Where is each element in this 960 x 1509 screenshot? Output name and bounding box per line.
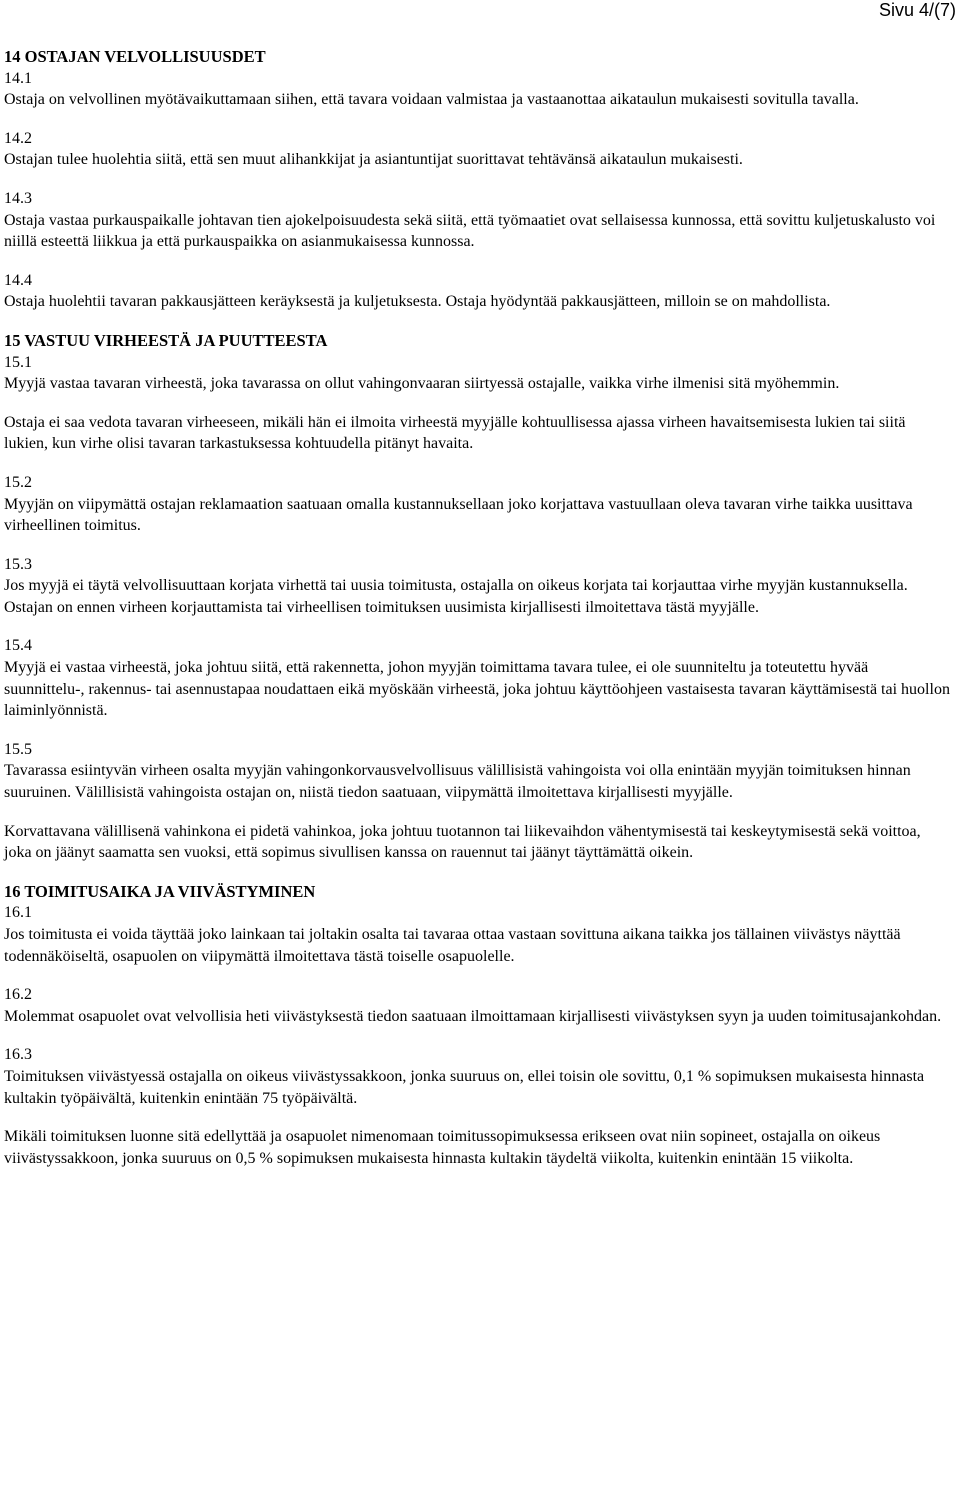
clause-number: 15.1 — [4, 353, 32, 371]
clause-text: Molemmat osapuolet ovat velvollisia heti viivästyksestä tiedon saatuaan ilmoittamaan kirjallisesti viivästyksen syyn ja uuden toimitusajankohdan. — [4, 1007, 942, 1025]
clause-15-3 — [4, 554, 952, 619]
clause-number: 15.2 — [4, 473, 32, 491]
clause-number: 15.4 — [4, 637, 32, 655]
clause-text: Jos myyjä ei täytä velvollisuuttaan korjata virhettä tai uusia toimitusta, ostajalla on oikeus korjata tai korjauttaa virhe myyjän kustannuksella. Ostajan on ennen virheen korjauttamista tai virheellisen toimituksen uusimista kirjallisesti ilmoitettava tästä myyjälle. — [4, 577, 908, 616]
page-number: Sivu 4/(7) — [878, 0, 956, 20]
clause-number: 15.3 — [4, 555, 32, 573]
clause-number: 16.2 — [4, 986, 32, 1004]
clause-16-1 — [4, 902, 952, 967]
section-15 — [4, 330, 952, 864]
clause-number: 14.3 — [4, 189, 32, 207]
clause-text: Ostaja ei saa vedota tavaran virheeseen, mikäli hän ei ilmoita virheestä myyjälle kohtuullisessa ajassa virheen havaitsemisesta lukien tai siitä lukien, kun virhe olisi tavaran tarkastuksessa kohtuudella pitänyt havaita. — [4, 413, 906, 453]
clause-text: Ostaja huolehtii tavaran pakkausjätteen keräyksestä ja kuljetuksesta. Ostaja hyödyntää pakkausjätteen, milloin se on mahdollista. — [4, 293, 831, 311]
clause-16-2 — [4, 984, 952, 1027]
clause-text: Ostajan tulee huolehtia siitä, että sen muut alihankkijat ja asiantuntijat suorittavat tehtävänsä aikataulun mukaisesti. — [4, 151, 743, 169]
clause-text: Myyjän on viipymättä ostajan reklamaation saatuaan omalla kustannuksellaan joko korjattava vastuullaan oleva tavaran virhe taikka uusittava virheellinen toimitus. — [4, 495, 913, 535]
clause-text: Mikäli toimituksen luonne sitä edellyttää ja osapuolet nimenomaan toimitussopimuksessa erikseen ovat niin sopineet, ostajalla on oikeus viivästyssakkoon, jonka suuruus on 0,5 % sopimuksen mukaisesta hinnasta kultakin täydeltä viikolta, kuitenkin enintään 15 viikolta. — [4, 1128, 881, 1167]
clause-14-1 — [4, 68, 952, 111]
section-16 — [4, 881, 952, 1170]
clause-text: Toimituksen viivästyessä ostajalla on oikeus viivästyssakkoon, jonka suuruus on, ellei toisin ole sovittu, 0,1 % sopimuksen mukaisesta hinnasta kultakin työpäivältä, kuitenkin enintään 75 työpäivältä. — [4, 1067, 925, 1107]
clause-text: Myyjä vastaa tavaran virheestä, joka tavarassa on ollut vahingonvaaran siirtyessä ostajalle, vaikka virhe ilmenisi sitä myöhemmin. — [4, 375, 840, 393]
clause-15-5 — [4, 739, 952, 864]
clause-text: Tavarassa esiintyvän virheen osalta myyjän vahingonkorvausvelvollisuus välillisistä vahingoista voi olla enintään myyjän toimituksen hinnan suuruinen. Välillisistä vahingoista ostajan on, niistä tiedon saatuaan, viipymättä ilmoitettava kirjallisesti myyjälle. — [4, 762, 911, 802]
clause-text: Korvattavana välillisenä vahinkona ei pidetä vahinkoa, joka johtuu tuotannon tai liikevaihdon vähentymisestä tai keskeytymisestä sekä voittoa, joka on jäänyt saamatta sen vuoksi, että sopimus sivullisen kanssa on rauennut tai jäänyt täyttämättä oikein. — [4, 822, 921, 862]
clause-14-4 — [4, 270, 952, 313]
clause-text: Ostaja on velvollinen myötävaikuttamaan siihen, että tavara voidaan valmistaa ja vastaanottaa aikataulun mukaisesti sovitulla tavalla. — [4, 91, 859, 109]
section-14 — [4, 46, 952, 313]
clause-text: Jos toimitusta ei voida täyttää joko lainkaan tai joltakin osalta tai tavaraa ottaa vastaan sovittuna aikana taikka jos tällainen viivästys näyttää todennäköiseltä, osapuolen on viipymättä ilmoitettava tästä toiselle osapuolelle. — [4, 926, 901, 965]
clause-14-2 — [4, 128, 952, 171]
document-body — [4, 46, 952, 1169]
clause-number: 14.1 — [4, 69, 32, 87]
clause-15-2 — [4, 472, 952, 537]
clause-15-1 — [4, 352, 952, 455]
clause-text: Ostaja vastaa purkauspaikalle johtavan tien ajokelpoisuudesta sekä siitä, että työmaatiet ovat sellaisessa kunnossa, että sovittu kuljetuskalusto voi niillä esteettä liikkua ja että purkauspaikka on asianmukaisessa kunnossa. — [4, 211, 936, 251]
clause-15-4 — [4, 635, 952, 721]
section-heading: 15 VASTUU VIRHEESTÄ JA PUUTTEESTA — [4, 330, 328, 350]
section-heading: 16 TOIMITUSAIKA JA VIIVÄSTYMINEN — [4, 881, 316, 901]
clause-number: 15.5 — [4, 740, 32, 758]
clause-number: 14.4 — [4, 271, 32, 289]
clause-number: 14.2 — [4, 129, 32, 147]
clause-number: 16.3 — [4, 1046, 32, 1064]
clause-text: Myyjä ei vastaa virheestä, joka johtuu siitä, että rakennetta, johon myyjän toimittama tavara tulee, ei ole suunniteltu ja toteutettu hyvää suunnittelu-, rakennus- tai asennustapaa noudattaen eikä myöskään virheestä, joka johtuu käyttöohjeen vastaisesta tavaran käyttämisestä tai huollon laiminlyönnistä. — [4, 659, 950, 720]
section-heading: 14 OSTAJAN VELVOLLISUUSDET — [4, 47, 266, 66]
clause-14-3 — [4, 188, 952, 253]
clause-16-3 — [4, 1044, 952, 1169]
clause-number: 16.1 — [4, 904, 32, 922]
